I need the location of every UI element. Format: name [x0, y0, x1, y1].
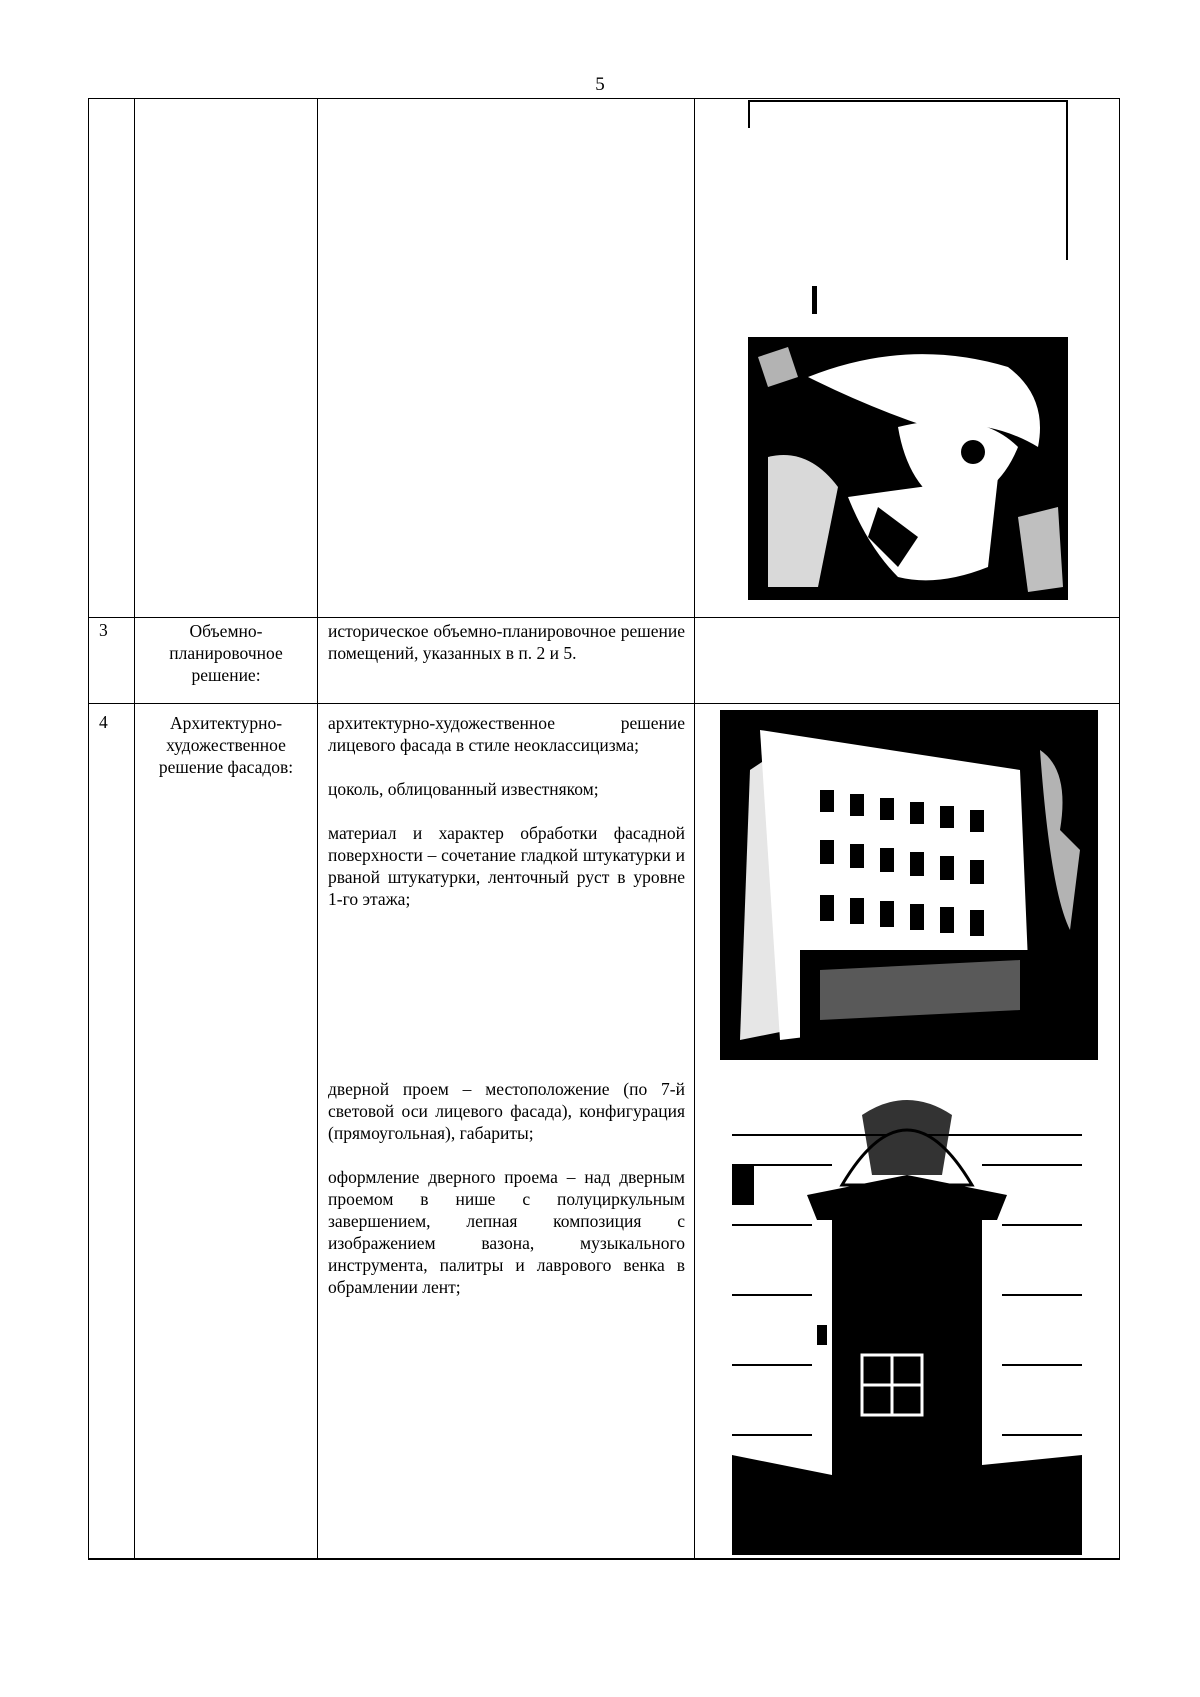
row-description: историческое объемно-планировочное решение помещений, указанных в п. 2 и 5. [328, 621, 685, 663]
description-paragraph: оформление дверного проема – над дверным проемом в нише с полуциркульным завершением, лепная композиция с изображением вазона, музыкального инструмента, палитры и лаврового венка в обрамлении лент; [328, 1167, 685, 1297]
col-border [694, 98, 695, 1559]
description-block [328, 1078, 685, 1298]
facade-image [720, 710, 1098, 1060]
col-border [88, 98, 89, 1559]
description-paragraph: материал и характер обработки фасадной поверхности – сочетание гладкой штукатурки и рваной штукатурки, ленточный руст в уровне 1-го этажа; [328, 823, 685, 909]
description-paragraph: дверной проем – местоположение (по 7-й световой оси лицевого фасада), конфигурация (прямоугольная), габариты; [328, 1079, 685, 1143]
row-title: Архитектурно-художественное решение фасадов: [158, 713, 294, 777]
page-number: 5 [595, 74, 605, 95]
col-border [1119, 98, 1120, 1559]
doorway-image [732, 1075, 1082, 1555]
col-border [134, 98, 135, 1559]
table-bottom-border [88, 1558, 1120, 1560]
row-number: 4 [99, 712, 108, 732]
interior-detail-photo [748, 337, 1068, 600]
row-divider [88, 703, 1120, 704]
description-paragraph: архитектурно-художественное решение лицевого фасада в стиле неоклассицизма; [328, 713, 685, 755]
table-top-border [88, 98, 1120, 99]
col-border [317, 98, 318, 1559]
description-paragraph: цоколь, облицованный известняком; [328, 779, 599, 799]
description-block [328, 712, 685, 910]
interior-detail-image [748, 337, 1068, 600]
doorway-photo [732, 1075, 1082, 1555]
row-title: Объемно-планировочное решение: [169, 621, 283, 685]
row-number: 3 [99, 620, 108, 640]
row-divider [88, 617, 1120, 618]
facade-photo [720, 710, 1098, 1060]
